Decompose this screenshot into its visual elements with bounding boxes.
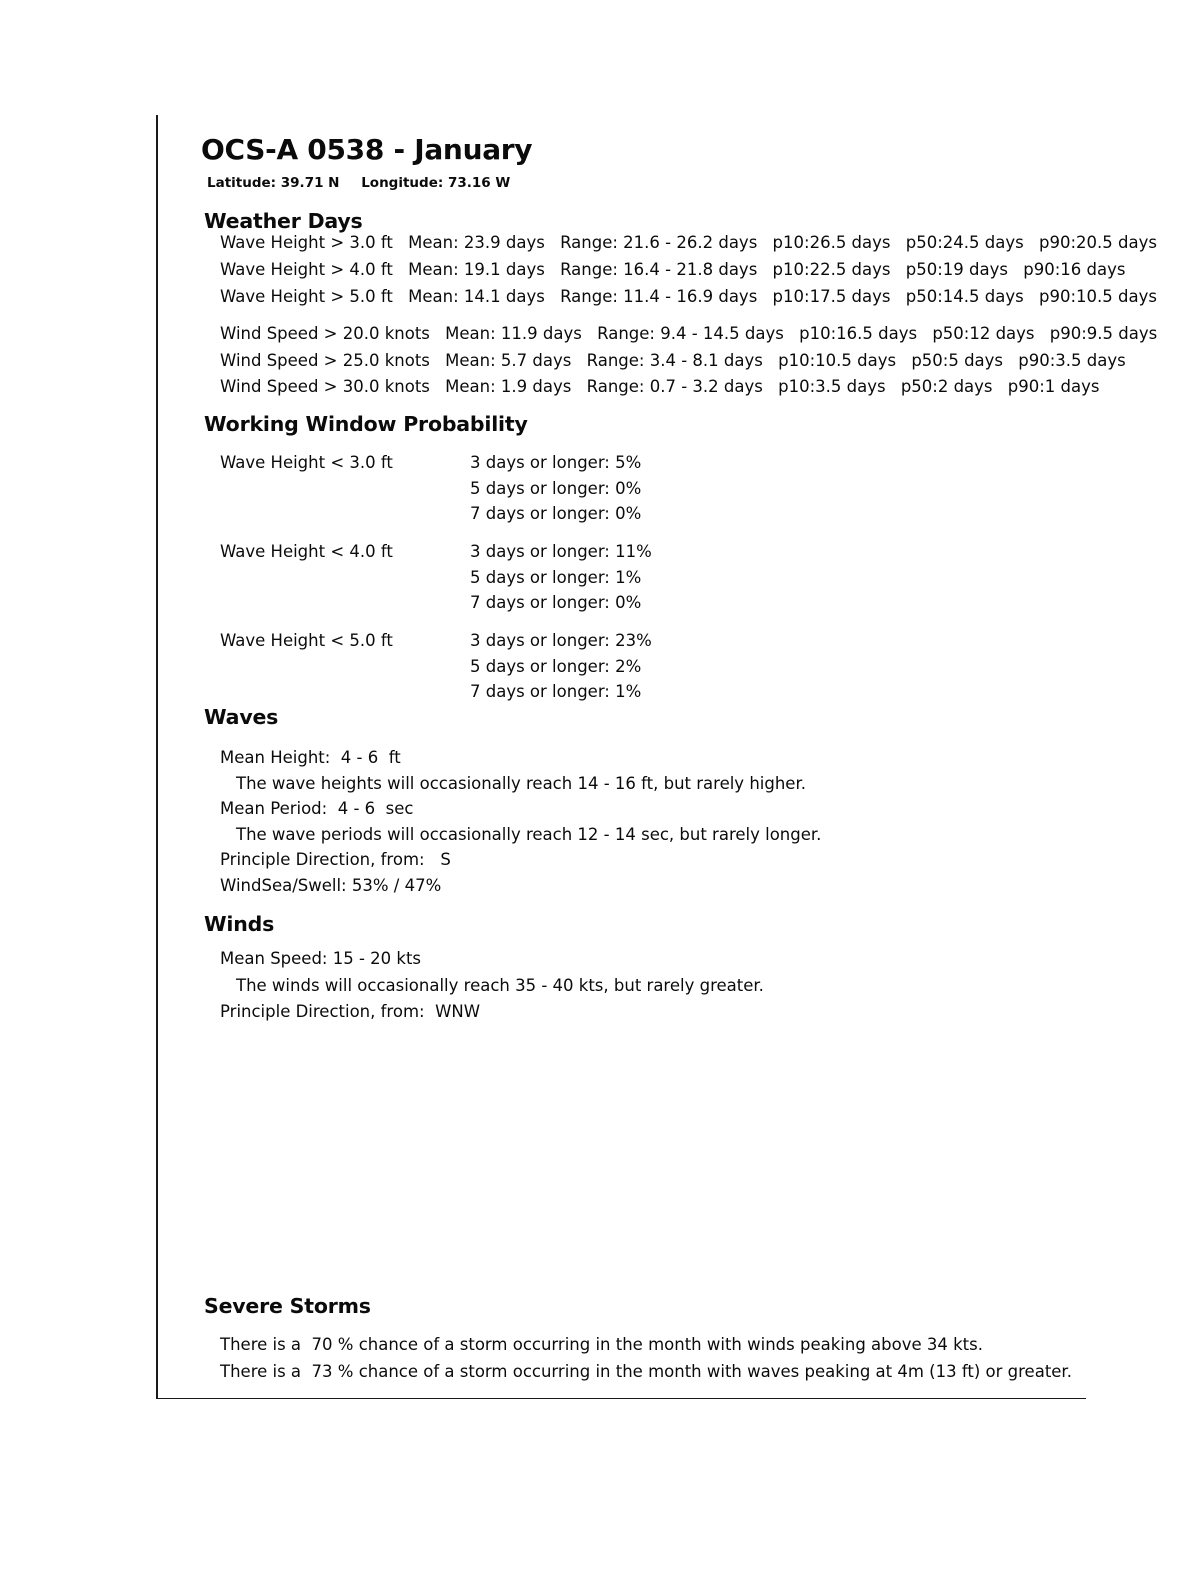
waves-body (220, 745, 821, 898)
section-heading-winds: Winds (204, 912, 275, 936)
row-p90: p90:9.5 days (1049, 324, 1158, 343)
row-p10: p10:17.5 days (772, 287, 891, 306)
row-p10: p10:3.5 days (778, 377, 886, 396)
ww-window-line: 7 days or longer: 1% (470, 682, 642, 701)
page-title: OCS-A 0538 - January (201, 133, 533, 166)
row-p90: p90:16 days (1023, 260, 1126, 279)
row-range: Range: 21.6 - 26.2 days (560, 233, 758, 252)
row-p50: p50:5 days (911, 350, 1004, 370)
section-heading-weather-days: Weather Days (204, 209, 363, 233)
ww-group-label: Wave Height < 5.0 ft (220, 631, 393, 650)
waves-height-note: The wave heights will occasionally reach 14 - 16 ft, but rarely higher. (236, 773, 806, 793)
row-range: Range: 3.4 - 8.1 days (586, 350, 763, 370)
weather-day-row (220, 348, 1157, 375)
row-p90: p90:3.5 days (1018, 350, 1126, 370)
ww-group-values (470, 628, 652, 705)
row-mean: Mean: 1.9 days (445, 377, 572, 396)
row-range: Range: 16.4 - 21.8 days (560, 260, 758, 279)
page-border-left (156, 115, 158, 1399)
waves-mean-height: Mean Height: 4 - 6 ft (220, 748, 401, 767)
ww-window-line: 5 days or longer: 1% (470, 567, 642, 587)
storm-line: There is a 70 % chance of a storm occurring in the month with winds peaking above 34 kts. (220, 1335, 983, 1354)
ww-group-values (470, 539, 652, 616)
row-p90: p90:1 days (1007, 377, 1100, 396)
weather-day-row (220, 321, 1157, 348)
winds-body (220, 946, 764, 1026)
row-mean: Mean: 14.1 days (408, 287, 545, 306)
weather-day-row (220, 229, 1157, 256)
ww-group-values (470, 450, 641, 527)
ww-group-label: Wave Height < 4.0 ft (220, 542, 393, 561)
ww-window-line: 3 days or longer: 5% (470, 453, 642, 472)
ww-window-line: 7 days or longer: 0% (470, 504, 642, 523)
weather-days-wave-rows (220, 229, 1157, 310)
weather-days-wind-rows (220, 321, 1157, 401)
weather-day-row (220, 256, 1157, 283)
winds-mean-speed: Mean Speed: 15 - 20 kts (220, 949, 422, 968)
page-subtitle (207, 174, 510, 192)
ww-window-line: 3 days or longer: 11% (470, 542, 652, 561)
severe-storms-body (220, 1332, 1072, 1385)
row-range: Range: 9.4 - 14.5 days (597, 324, 784, 343)
longitude-value: Longitude: 73.16 W (361, 175, 511, 191)
row-p50: p50:14.5 days (905, 287, 1024, 306)
row-mean: Mean: 11.9 days (445, 324, 582, 343)
ww-window-line: 5 days or longer: 0% (470, 478, 642, 498)
ww-group-label: Wave Height < 3.0 ft (220, 453, 393, 472)
row-p10: p10:26.5 days (772, 233, 891, 252)
row-p90: p90:10.5 days (1038, 287, 1157, 306)
ww-window-line: 7 days or longer: 0% (470, 593, 642, 612)
row-p50: p50:24.5 days (905, 233, 1024, 252)
section-heading-working-window: Working Window Probability (204, 412, 528, 436)
ww-window-line: 3 days or longer: 23% (470, 631, 652, 650)
section-heading-waves: Waves (204, 705, 279, 729)
winds-principle-direction: Principle Direction, from: WNW (220, 1002, 481, 1021)
winds-speed-note: The winds will occasionally reach 35 - 40 kts, but rarely greater. (236, 975, 764, 995)
section-heading-severe-storms: Severe Storms (204, 1294, 371, 1318)
row-p50: p50:12 days (932, 324, 1035, 343)
row-mean: Mean: 5.7 days (445, 350, 572, 370)
row-mean: Mean: 19.1 days (408, 260, 545, 279)
row-mean: Mean: 23.9 days (408, 233, 545, 252)
row-p10: p10:16.5 days (799, 324, 918, 343)
row-label: Wind Speed > 25.0 knots (220, 350, 430, 370)
row-range: Range: 11.4 - 16.9 days (560, 287, 758, 306)
ww-window-line: 5 days or longer: 2% (470, 656, 642, 676)
row-p10: p10:10.5 days (778, 350, 897, 370)
row-label: Wind Speed > 30.0 knots (220, 377, 430, 396)
row-label: Wave Height > 4.0 ft (220, 260, 393, 279)
row-range: Range: 0.7 - 3.2 days (586, 377, 763, 396)
row-p50: p50:2 days (900, 377, 993, 396)
row-label: Wave Height > 5.0 ft (220, 287, 393, 306)
page-border-bottom (156, 1398, 1086, 1400)
waves-mean-period: Mean Period: 4 - 6 sec (220, 799, 414, 818)
row-p50: p50:19 days (905, 260, 1008, 279)
row-label: Wave Height > 3.0 ft (220, 233, 393, 252)
row-p90: p90:20.5 days (1038, 233, 1157, 252)
waves-windsea-swell: WindSea/Swell: 53% / 47% (220, 875, 442, 895)
weather-day-row (220, 374, 1157, 401)
row-p10: p10:22.5 days (772, 260, 891, 279)
storm-line: There is a 73 % chance of a storm occurring in the month with waves peaking at 4m (13 ft) or greater. (220, 1361, 1072, 1381)
weather-day-row (220, 283, 1157, 310)
row-label: Wind Speed > 20.0 knots (220, 324, 430, 343)
waves-principle-direction: Principle Direction, from: S (220, 850, 451, 869)
waves-period-note: The wave periods will occasionally reach 12 - 14 sec, but rarely longer. (236, 824, 822, 844)
latitude-value: Latitude: 39.71 N (207, 175, 340, 191)
